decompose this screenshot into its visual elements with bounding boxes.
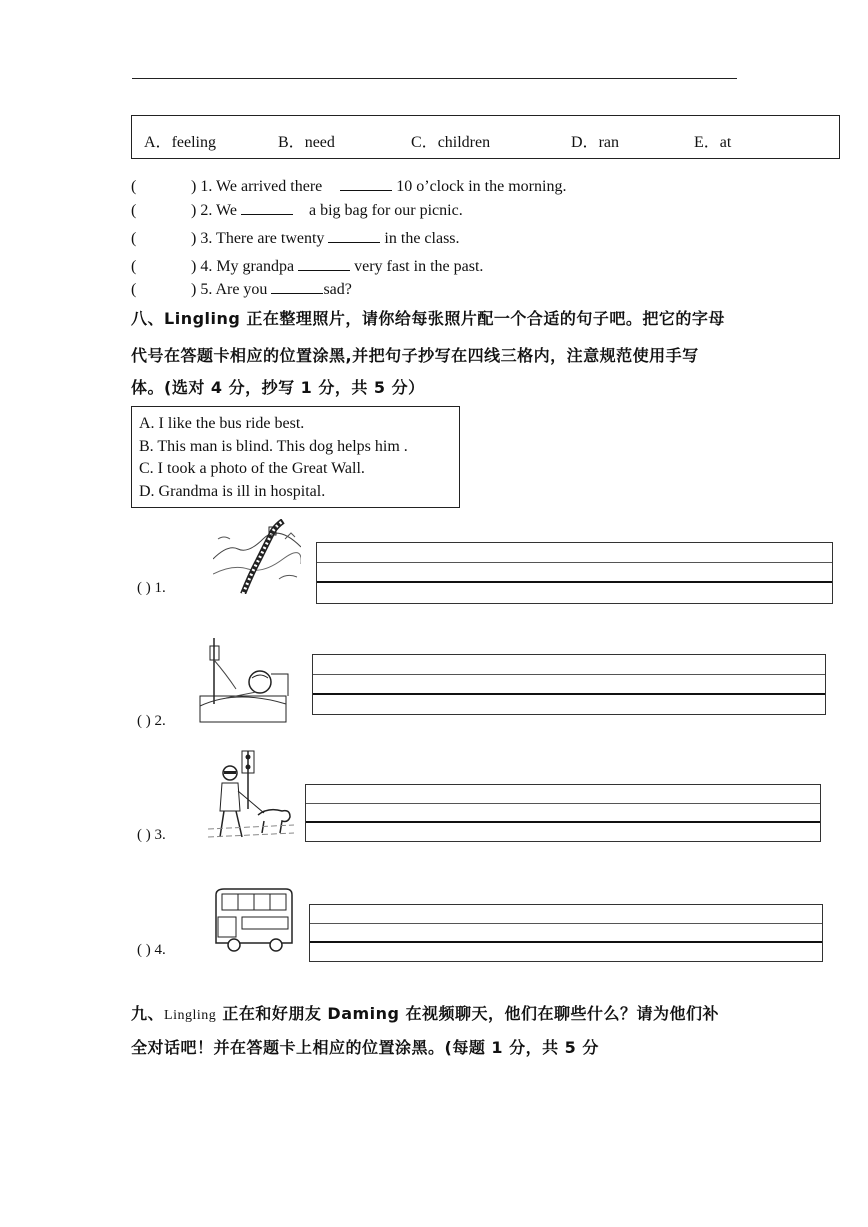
word-option-b: B．need xyxy=(278,134,335,151)
photo-3-label: ( ) 3. xyxy=(137,827,166,843)
sentence-option-d: D. Grandma is ill in hospital. xyxy=(139,482,326,500)
word-option-e: E．at xyxy=(694,134,732,151)
word-option-d: D．ran xyxy=(571,134,619,151)
question-1: ( ) 1. We arrived there 10 o’clock in the morning. xyxy=(131,178,567,195)
question-4: ( ) 4. My grandpa very fast in the past. xyxy=(131,258,484,275)
sentence-options-box xyxy=(131,406,460,508)
writing-lines-3[interactable] xyxy=(305,784,821,842)
blind-man-dog-icon xyxy=(208,749,294,841)
section-8-heading: 八、Lingling 正在整理照片，请你给每张照片配一个合适的句子吧。把它的字母 xyxy=(131,309,725,328)
double-decker-bus-icon xyxy=(212,885,294,953)
photo-4-label: ( ) 4. xyxy=(137,942,166,958)
answer-blank[interactable] xyxy=(298,256,350,271)
question-3: ( ) 3. There are twenty in the class. xyxy=(131,230,460,247)
word-bank-box xyxy=(131,115,840,159)
sentence-option-a: A. I like the bus ride best. xyxy=(139,415,305,432)
great-wall-icon xyxy=(213,519,301,594)
photo-2-label: ( ) 2. xyxy=(137,713,166,729)
section-9-line-2: 全对话吧！并在答题卡上相应的位置涂黑。(每题 1 分，共 5 分 xyxy=(131,1038,599,1057)
question-2: ( ) 2. We a big bag for our picnic. xyxy=(131,202,463,219)
writing-lines-4[interactable] xyxy=(309,904,823,962)
answer-blank[interactable] xyxy=(328,228,380,243)
sentence-option-b: B. This man is blind. This dog helps him . xyxy=(139,437,408,455)
photo-1-label: ( ) 1. xyxy=(137,580,166,596)
section-9-heading: 九、Lingling 正在和好朋友 Daming 在视频聊天，他们在聊些什么？请为他们补 xyxy=(131,1004,720,1023)
section-8-line-2: 代号在答题卡相应的位置涂黑,并把句子抄写在四线三格内，注意规范使用手写 xyxy=(131,346,699,365)
sentence-option-c: C. I took a photo of the Great Wall. xyxy=(139,460,365,477)
word-option-a: A．feeling xyxy=(144,134,216,151)
word-option-c: C．children xyxy=(411,134,491,151)
answer-blank[interactable] xyxy=(271,279,323,294)
writing-lines-1[interactable] xyxy=(316,542,833,604)
top-rule xyxy=(132,78,737,79)
answer-blank[interactable] xyxy=(241,200,293,215)
hospital-bed-icon xyxy=(196,634,290,726)
answer-blank[interactable] xyxy=(340,176,392,191)
section-8-line-3: 体。(选对 4 分，抄写 1 分，共 5 分） xyxy=(131,378,425,397)
writing-lines-2[interactable] xyxy=(312,654,826,715)
question-5: ( ) 5. Are you sad? xyxy=(131,281,352,298)
